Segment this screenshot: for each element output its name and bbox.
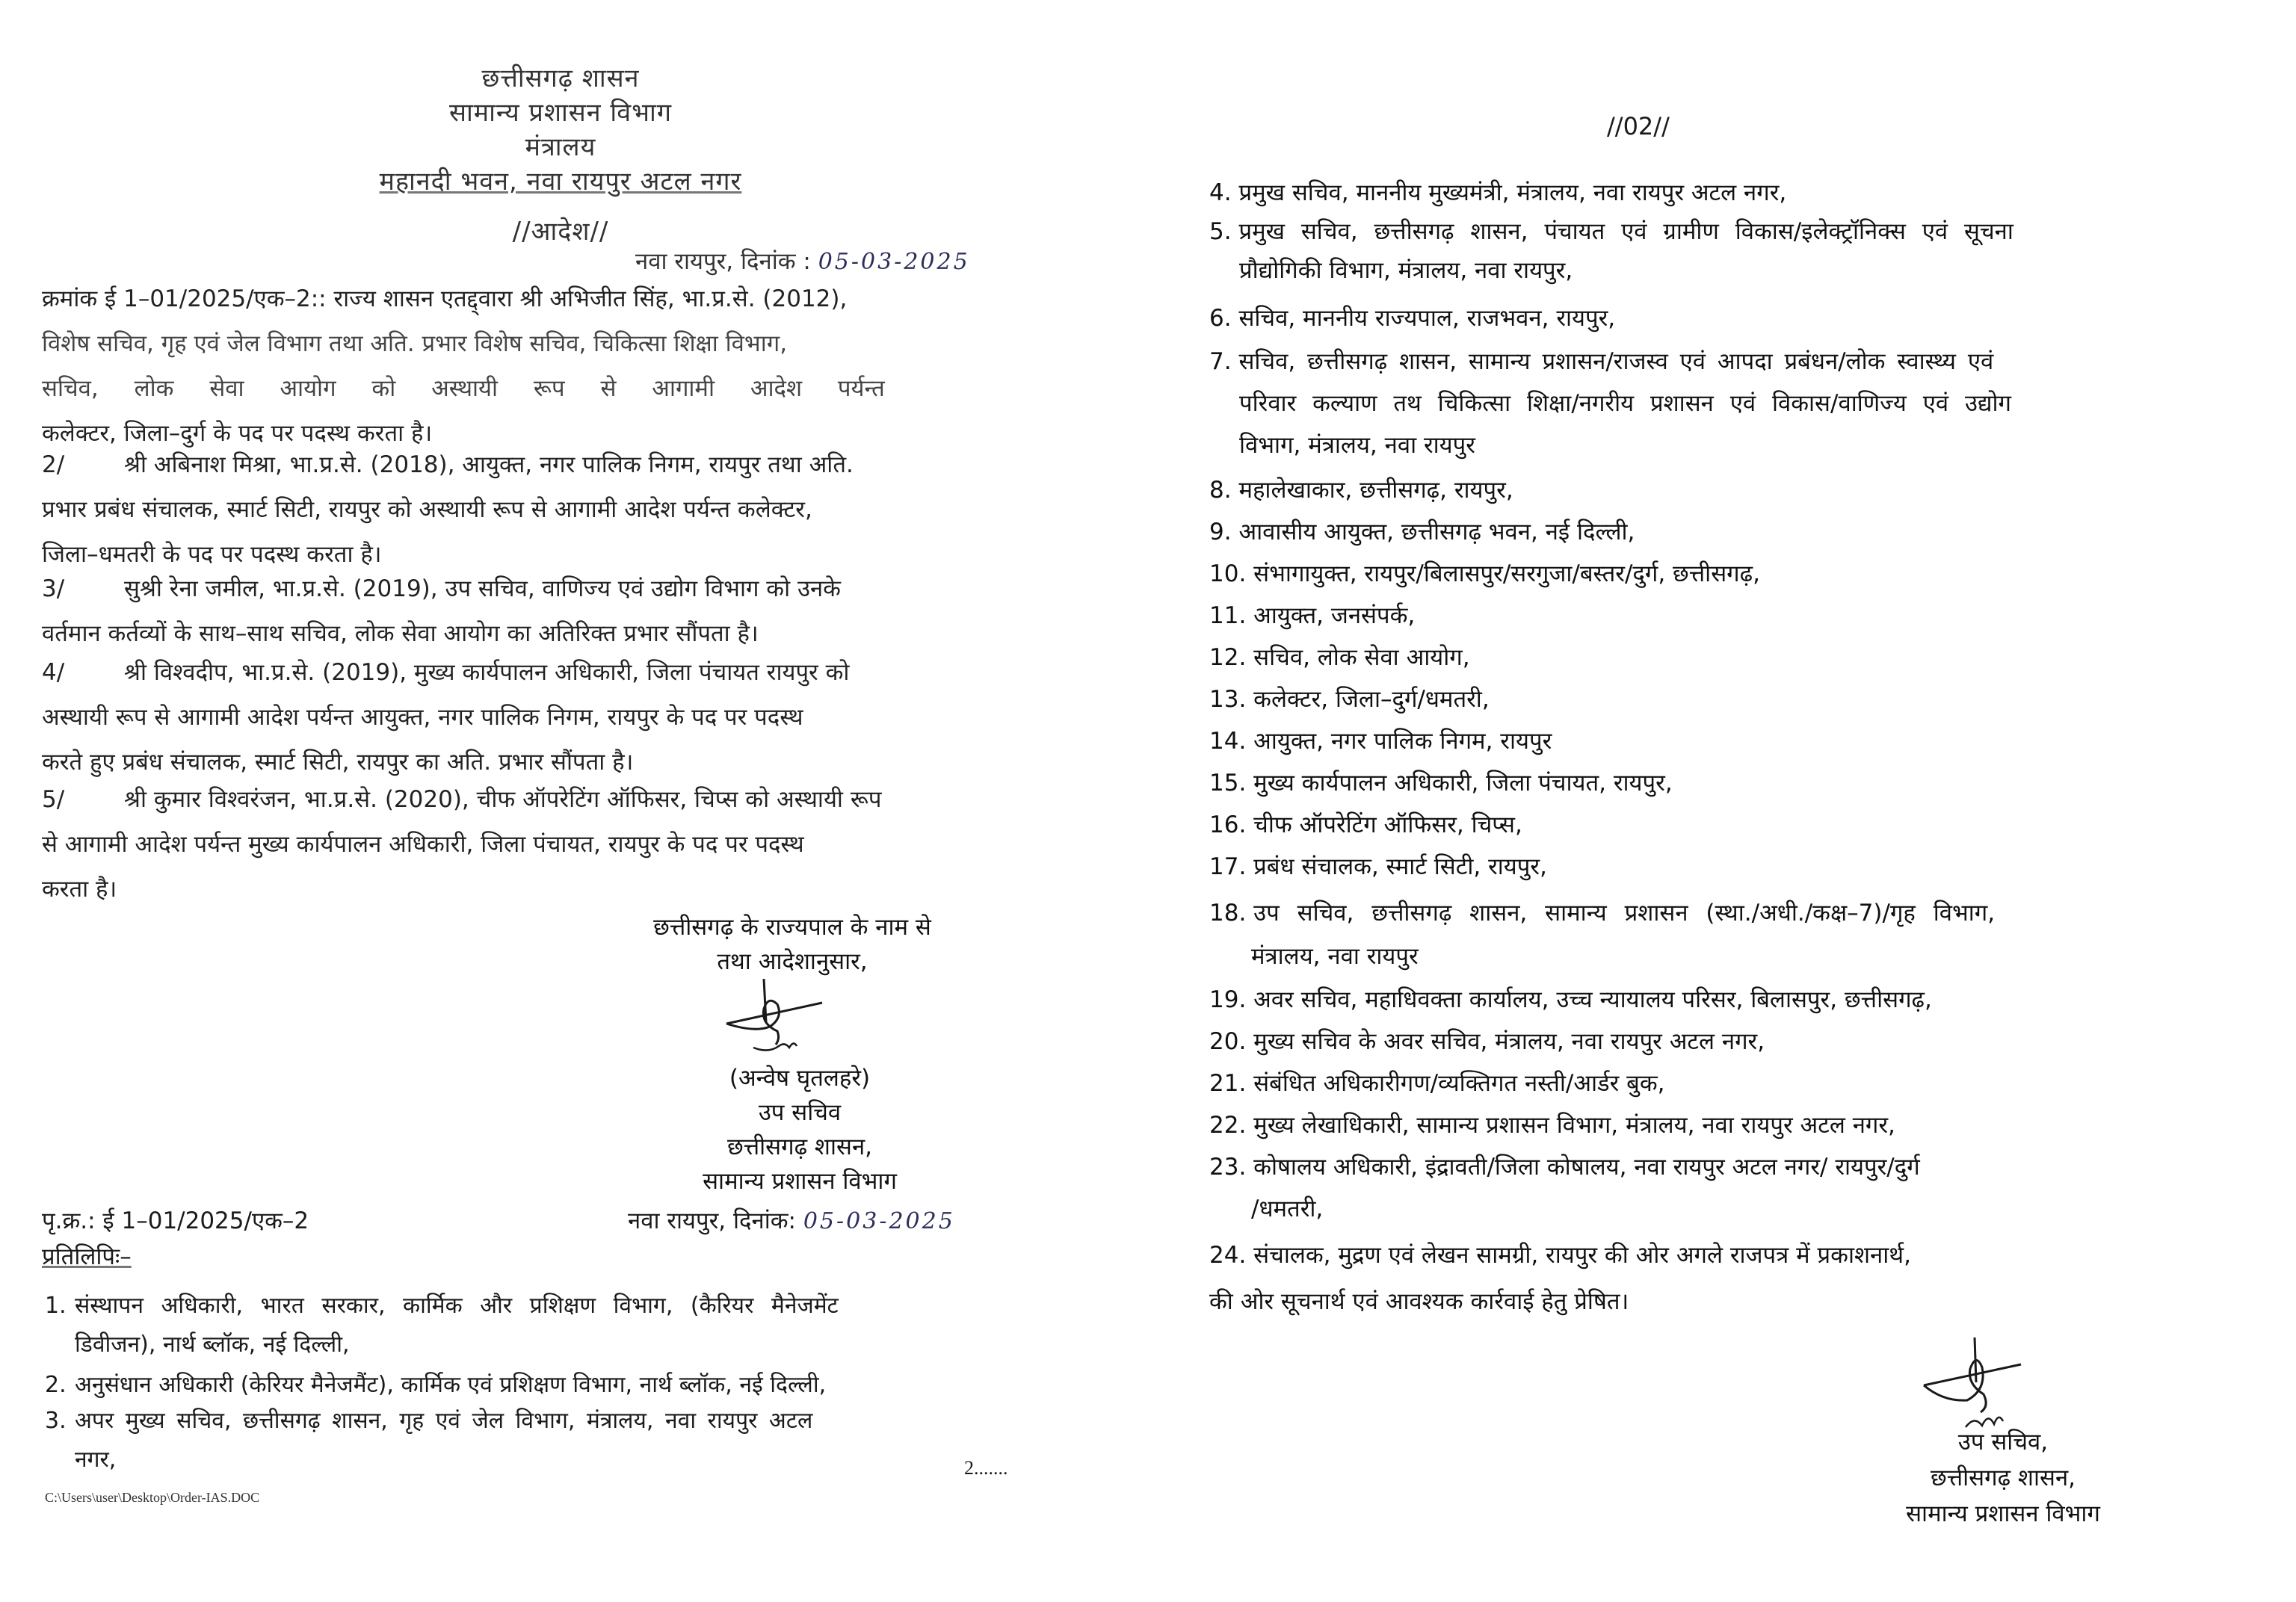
signature-icon: [1921, 1337, 2048, 1435]
copy-list-text: परिवार कल्याण तथ चिकित्सा शिक्षा/नगरीय प्रशासन एवं विकास/वाणिज्य एवं उद्योग: [1239, 390, 2011, 417]
signatory-designation: उप सचिव,: [1957, 1429, 2049, 1456]
copy-list-text: प्रमुख सचिव, छत्तीसगढ़ शासन, पंचायत एवं ग्रामीण विकास/इलेक्ट्रॉनिक्स एवं सूचना: [1238, 218, 2013, 245]
copy-list-number: 15.: [1209, 770, 1247, 797]
copy-list-item: [1209, 722, 1552, 761]
copy-list-text: चीफ ऑपरेटिंग ऑफिसर, चिप्स,: [1253, 811, 1522, 838]
copy-list-item: [1209, 596, 1415, 635]
place-date-label: नवा रायपुर, दिनांक:: [628, 1207, 796, 1234]
signatory-dept: सामान्य प्रशासन विभाग: [1906, 1500, 2100, 1527]
copy-list-item: [1209, 173, 1786, 212]
copy-list-number: 24.: [1209, 1242, 1247, 1269]
copy-list-text: प्रौद्योगिकी विभाग, मंत्रालय, नवा रायपुर,: [1239, 257, 1573, 284]
order-paragraph-5: [42, 777, 1036, 912]
signatory-designation: उप सचिव: [758, 1099, 842, 1126]
paragraph-line: क्रमांक ई 1–01/2025/एक–2:: राज्य शासन एतद्द्वारा श्री अभिजीत सिंह, भा.प्र.से. (2012),: [42, 285, 848, 312]
signatory-block: [643, 1061, 957, 1199]
handwritten-date: 05-03-2025: [803, 1208, 955, 1234]
order-paragraph-3: [42, 566, 1036, 656]
copy-list-number: 2.: [45, 1372, 67, 1398]
copy-list-item: [1209, 1148, 1920, 1187]
copy-list-text: विभाग, मंत्रालय, नवा रायपुर: [1239, 432, 1475, 459]
copy-list-text: अनुसंधान अधिकारी (केरियर मैनेजमैंट), कार्मिक एवं प्रशिक्षण विभाग, नार्थ ब्लॉक, नई दिल्ली,: [75, 1372, 827, 1398]
copy-list-text: नगर,: [75, 1447, 117, 1473]
paragraph-line: सचिव, लोक सेवा आयोग को अस्थायी रूप से आगामी आदेश पर्यन्त: [42, 375, 885, 402]
copy-list-text: संस्थापन अधिकारी, भारत सरकार, कार्मिक और प्रशिक्षण विभाग, (कैरियर मैनेजमेंट: [75, 1293, 839, 1319]
place-date: [635, 245, 970, 276]
place-date-label: नवा रायपुर, दिनांक :: [635, 248, 811, 275]
closing-line: की ओर सूचनार्थ एवं आवश्यक कार्रवाई हेतु प्रेषित।: [1209, 1288, 1629, 1315]
paragraph-line: श्री विश्वदीप, भा.प्र.से. (2019), मुख्य कार्यपालन अधिकारी, जिला पंचायत रायपुर को: [124, 659, 850, 686]
paragraph-line: करता है।: [42, 876, 117, 903]
copy-list-number: 21.: [1209, 1070, 1247, 1097]
continued-marker: 2.......: [964, 1457, 1008, 1479]
authority-block: [598, 910, 987, 979]
paragraph-line: वर्तमान कर्तव्यों के साथ–साथ सचिव, लोक सेवा आयोग का अतिरिक्त प्रभार सौंपता है।: [42, 620, 759, 647]
copy-list-item: [1209, 847, 1547, 886]
copy-list-number: 18.: [1209, 900, 1247, 927]
copy-list-text: सचिव, छत्तीसगढ़ शासन, सामान्य प्रशासन/राजस्व एवं आपदा प्रबंधन/लोक स्वास्थ्य एवं: [1238, 348, 1994, 375]
copy-list-number: 3.: [45, 1408, 67, 1434]
copy-list-text: आयुक्त, जनसंपर्क,: [1253, 602, 1416, 629]
govt-name: छत्तीसगढ़ शासन: [481, 64, 640, 93]
copy-list-text: /धमतरी,: [1251, 1196, 1324, 1222]
copy-list-text: अवर सचिव, महाधिवक्ता कार्यालय, उच्च न्यायालय परिसर, बिलासपुर, छत्तीसगढ़,: [1253, 986, 1932, 1013]
copy-list-number: 5.: [1209, 218, 1232, 245]
paragraph-line: प्रभार प्रबंध संचालक, स्मार्ट सिटी, रायपुर को अस्थायी रूप से आगामी आदेश पर्यन्त कलेक्टर,: [42, 496, 812, 523]
ministry-name: मंत्रालय: [525, 132, 596, 162]
copy-list-item: [1209, 513, 1635, 551]
copy-list-text: संचालक, मुद्रण एवं लेखन सामग्री, रायपुर की ओर अगले राजपत्र में प्रकाशनार्थ,: [1253, 1242, 1911, 1269]
copy-list-item: [45, 1366, 826, 1405]
copy-list-item: [1209, 554, 1760, 593]
paragraph-line: श्री कुमार विश्वरंजन, भा.प्र.से. (2020), चीफ ऑपरेटिंग ऑफिसर, चिप्स को अस्थायी रूप: [124, 786, 882, 813]
copy-list-text: अपर मुख्य सचिव, छत्तीसगढ़ शासन, गृह एवं जेल विभाग, मंत्रालय, नवा रायपुर अटल: [75, 1408, 813, 1434]
copy-list-text: सचिव, माननीय राज्यपाल, राजभवन, रायपुर,: [1238, 305, 1616, 332]
order-paragraph-1: [42, 276, 1036, 456]
copy-list-text: कलेक्टर, जिला–दुर्ग/धमतरी,: [1253, 686, 1490, 713]
copy-list-number: 11.: [1209, 602, 1247, 629]
signatory-dept: सामान्य प्रशासन विभाग: [703, 1168, 897, 1195]
copy-list-text: डिवीजन), नार्थ ब्लॉक, नई दिल्ली,: [75, 1332, 350, 1358]
copy-list-item: [1209, 1106, 1895, 1145]
paragraph-line: से आगामी आदेश पर्यन्त मुख्य कार्यपालन अधिकारी, जिला पंचायत, रायपुर के पद पर पदस्थ: [42, 831, 804, 858]
copy-list-text: उप सचिव, छत्तीसगढ़ शासन, सामान्य प्रशासन (स्था./अधी./कक्ष–7)/गृह विभाग,: [1253, 900, 1996, 927]
copy-list-number: 8.: [1209, 477, 1232, 504]
copy-list-item: [1209, 680, 1490, 719]
paragraph-line: जिला–धमतरी के पद पर पदस्थ करता है।: [42, 541, 382, 568]
endorsement-place-date: [628, 1204, 955, 1236]
endorsement-ref: पृ.क्र.: ई 1–01/2025/एक–2: [42, 1207, 309, 1234]
copy-list-item: [1209, 1064, 1665, 1103]
paragraph-line: श्री अबिनाश मिश्रा, भा.प्र.से. (2018), आयुक्त, नगर पालिक निगम, रायपुर तथा अति.: [124, 451, 854, 478]
copy-list-number: 1.: [45, 1293, 67, 1319]
copy-list-number: 9.: [1209, 519, 1232, 545]
copy-list-number: 17.: [1209, 853, 1247, 880]
copy-list-item: [45, 1287, 839, 1364]
copy-list-item: [1209, 1236, 1911, 1275]
copy-list-number: 4.: [1209, 179, 1232, 206]
copy-list-number: 20.: [1209, 1028, 1247, 1055]
copy-list-number: 22.: [1209, 1112, 1247, 1139]
paragraph-line: विशेष सचिव, गृह एवं जेल विभाग तथा अति. प्रभार विशेष सचिव, चिकित्सा शिक्षा विभाग,: [42, 330, 788, 357]
copy-list-item: [1209, 212, 2013, 251]
office-address: महानदी भवन, नवा रायपुर अटल नगर: [379, 167, 742, 197]
copy-list-text: मुख्य कार्यपालन अधिकारी, जिला पंचायत, रायपुर,: [1253, 770, 1673, 797]
copy-to-label: प्रतिलिपिः–: [42, 1243, 132, 1270]
copy-list-text: प्रबंध संचालक, स्मार्ट सिटी, रायपुर,: [1253, 853, 1547, 880]
copy-list-number: 23.: [1209, 1154, 1247, 1181]
signature-icon: [725, 979, 845, 1061]
copy-list-text: संभागायुक्त, रायपुर/बिलासपुर/सरगुजा/बस्तर/दुर्ग, छत्तीसगढ़,: [1253, 560, 1760, 587]
copy-list-number: 6.: [1209, 305, 1232, 332]
order-paragraph-4: [42, 650, 1036, 785]
copy-list-text: सचिव, लोक सेवा आयोग,: [1253, 644, 1470, 671]
copy-list-text: आवासीय आयुक्त, छत्तीसगढ़ भवन, नई दिल्ली,: [1238, 519, 1635, 545]
department-name: सामान्य प्रशासन विभाग: [449, 98, 672, 128]
order-paragraph-2: [42, 442, 1036, 577]
copy-list-item: [1209, 638, 1470, 677]
paragraph-line: कलेक्टर, जिला–दुर्ग के पद पर पदस्थ करता है।: [42, 420, 433, 447]
copy-list-text: मुख्य लेखाधिकारी, सामान्य प्रशासन विभाग, मंत्रालय, नवा रायपुर अटल नगर,: [1253, 1112, 1895, 1139]
file-path: C:\Users\user\Desktop\Order-IAS.DOC: [45, 1490, 260, 1505]
signatory-org: छत्तीसगढ़ शासन,: [1930, 1465, 2076, 1491]
copy-list-item: [1209, 471, 1513, 510]
copy-list-number: 7.: [1209, 348, 1232, 375]
copy-list-item: [45, 1402, 812, 1479]
copy-list-text: मुख्य सचिव के अवर सचिव, मंत्रालय, नवा रायपुर अटल नगर,: [1253, 1028, 1765, 1055]
paragraph-line: अस्थायी रूप से आगामी आदेश पर्यन्त आयुक्त, नगर पालिक निगम, रायपुर के पद पर पदस्थ: [42, 704, 803, 731]
copy-list-item: [1209, 342, 1993, 381]
signatory-block: [1846, 1424, 2160, 1532]
copy-list-text: महालेखाकार, छत्तीसगढ़, रायपुर,: [1238, 477, 1513, 504]
handwritten-date: 05-03-2025: [818, 249, 970, 275]
copy-list-item: [1209, 299, 1615, 338]
copy-list-item: [1209, 980, 1932, 1019]
authority-line: तथा आदेशानुसार,: [717, 948, 868, 975]
authority-line: छत्तीसगढ़ के राज्यपाल के नाम से: [653, 914, 931, 941]
copy-list-item: [1209, 1022, 1765, 1061]
copy-list-number: 10.: [1209, 560, 1247, 587]
copy-list-number: 19.: [1209, 986, 1247, 1013]
copy-list-text: प्रमुख सचिव, माननीय मुख्यमंत्री, मंत्रालय, नवा रायपुर अटल नगर,: [1238, 179, 1787, 206]
copy-list-item: [1209, 805, 1522, 844]
copy-list-number: 14.: [1209, 728, 1247, 755]
copy-list-number: 12.: [1209, 644, 1247, 671]
copy-list-number: 16.: [1209, 811, 1247, 838]
order-title: //आदेश//: [512, 217, 609, 247]
paragraph-number: 4/: [42, 659, 65, 686]
page-marker: //02//: [1607, 112, 1670, 140]
signatory-org: छत्तीसगढ़ शासन,: [726, 1134, 873, 1160]
copy-list-number: 13.: [1209, 686, 1247, 713]
paragraph-line: सुश्री रेना जमील, भा.प्र.से. (2019), उप सचिव, वाणिज्य एवं उद्योग विभाग को उनके: [124, 575, 841, 602]
signatory-name: (अन्वेष घृतलहरे): [729, 1065, 871, 1092]
copy-list-item: [1209, 764, 1673, 802]
copy-list-text: कोषालय अधिकारी, इंद्रावती/जिला कोषालय, नवा रायपुर अटल नगर/ रायपुर/दुर्ग: [1253, 1154, 1920, 1181]
copy-list-text: मंत्रालय, नवा रायपुर: [1251, 943, 1419, 970]
copy-list-text: आयुक्त, नगर पालिक निगम, रायपुर: [1253, 728, 1552, 755]
copy-list-item: [1209, 894, 1995, 933]
paragraph-line: करते हुए प्रबंध संचालक, स्मार्ट सिटी, रायपुर का अति. प्रभार सौंपता है।: [42, 749, 634, 776]
paragraph-number: 2/: [42, 451, 65, 478]
copy-list-text: संबंधित अधिकारीगण/व्यक्तिगत नस्ती/आर्डर बुक,: [1253, 1070, 1665, 1097]
paragraph-number: 3/: [42, 575, 65, 602]
paragraph-number: 5/: [42, 786, 65, 813]
